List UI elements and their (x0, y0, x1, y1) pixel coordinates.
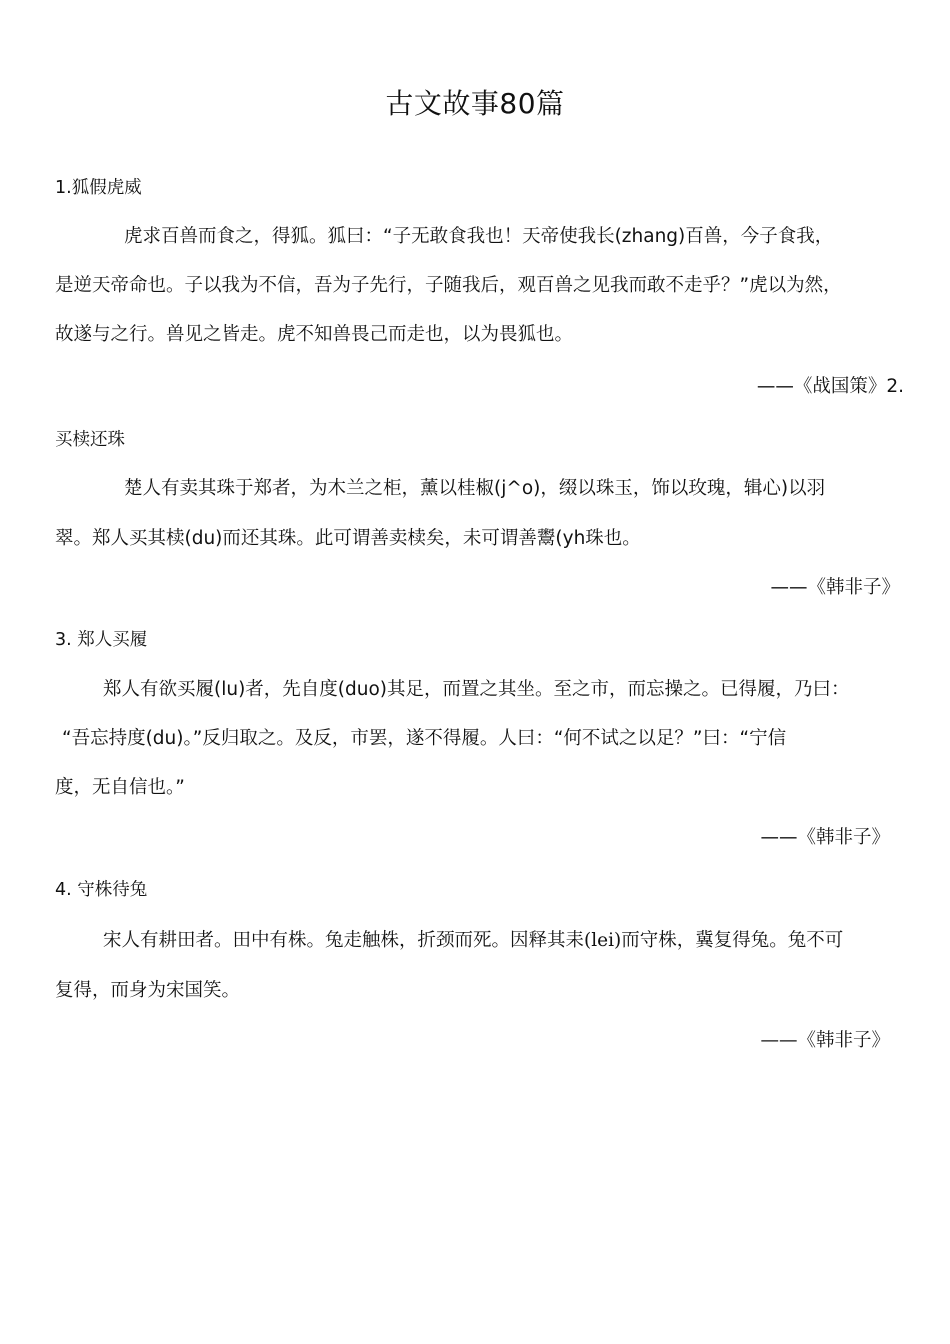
story-text-line: “吾忘持度(du)。”反归取之。及反，市罢，遂不得履。人曰：“何不试之以足？”曰：“宁信 (62, 728, 787, 749)
story-heading: 买椟还珠 (55, 430, 125, 450)
story-heading: 4. 守株待兔 (55, 880, 148, 900)
story-source: ——《韩非子》 (760, 827, 890, 848)
story-source: ——《战国策》2. (756, 376, 904, 397)
story-text-line: 虎求百兽而食之，得狐。狐曰：“子无敢食我也！天帝使我长(zhang)百兽，今子食我， (124, 226, 834, 247)
document-title: 古文故事80篇 (385, 87, 565, 120)
story-text-line: 翠。郑人买其椟(du)而还其珠。此可谓善卖椟矣，未可谓善鬻(yh珠也。 (55, 528, 641, 549)
story-text-line: 度，无自信也。” (55, 777, 185, 798)
story-text-line: 是逆天帝命也。子以我为不信，吾为子先行，子随我后，观百兽之见我而敢不走乎？”虎以为然， (55, 275, 842, 296)
story-text-line: 故遂与之行。兽见之皆走。虎不知兽畏己而走也，以为畏狐也。 (55, 324, 574, 345)
story-source: ——《韩非子》 (770, 577, 900, 598)
story-heading: 3. 郑人买履 (55, 630, 148, 650)
story-text-line: 楚人有卖其珠于郑者，为木兰之柜，薰以桂椒(j^o)，缀以珠玉，饰以玫瑰，辑心)以羽 (124, 478, 826, 499)
story-text-line: 宋人有耕田者。田中有株。兔走触株，折颈而死。因释其耒(lei)而守株，冀复得兔。兔不可 (103, 930, 844, 951)
story-heading: 1.狐假虎威 (55, 178, 142, 198)
story-source: ——《韩非子》 (760, 1030, 890, 1051)
story-text-line: 复得，而身为宋国笑。 (55, 980, 241, 1001)
story-text-line: 郑人有欲买履(lu)者，先自度(duo)其足，而置之其坐。至之市，而忘操之。已得履，乃曰： (103, 679, 850, 700)
